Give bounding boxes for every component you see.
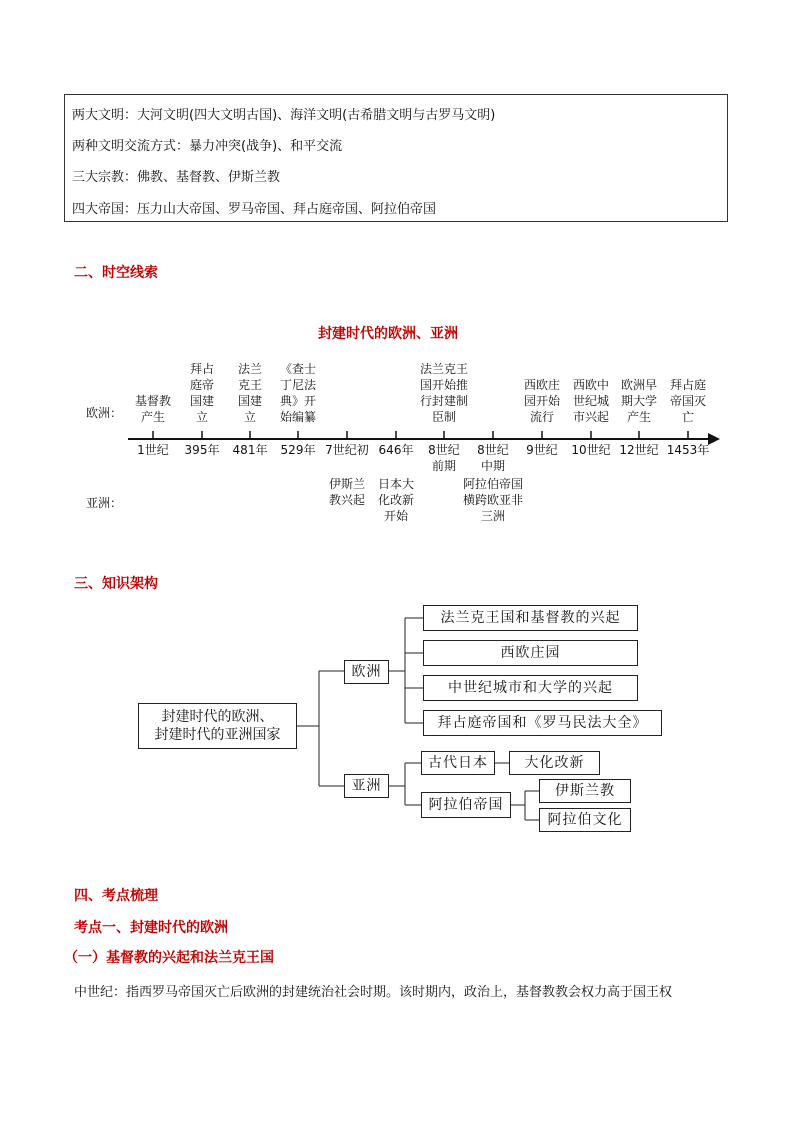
timeline-europe-event: 拜占 庭帝 国建 立 bbox=[189, 362, 214, 424]
framework-japan-item: 大化改新 bbox=[509, 751, 600, 775]
summary-line: 两种文明交流方式：暴力冲突(战争)、和平交流 bbox=[72, 139, 343, 154]
framework-root-label: 封建时代的欧洲、 封建时代的亚洲国家 bbox=[154, 709, 281, 743]
framework-europe-item: 西欧庄园 bbox=[423, 640, 638, 666]
framework-europe-node: 欧洲 bbox=[344, 660, 389, 684]
timeline-europe-event: 法兰克王 国开始推 行封建制 臣制 bbox=[419, 362, 468, 424]
summary-line: 三大宗教：佛教、基督教、伊斯兰教 bbox=[72, 170, 281, 185]
framework-root-node bbox=[138, 703, 297, 749]
framework-arab-item: 伊斯兰教 bbox=[539, 779, 631, 803]
timeline-date-label: 395年 bbox=[184, 443, 220, 457]
timeline-asia-event: 阿拉伯帝国 横跨欧亚非 三洲 bbox=[462, 477, 523, 523]
timeline-europe-event: 《查士 丁尼法 典》开 始编纂 bbox=[279, 362, 316, 424]
framework-arab-item: 阿拉伯文化 bbox=[539, 808, 631, 832]
timeline-europe-event: 拜占庭 帝国灭 亡 bbox=[669, 378, 706, 424]
summary-line: 两大文明：大河文明(四大文明古国)、海洋文明(古希腊文明与古罗马文明) bbox=[72, 108, 496, 123]
framework-europe-item: 法兰克王国和基督教的兴起 bbox=[423, 605, 638, 631]
timeline-heading: 二、时空线索 bbox=[74, 265, 158, 281]
europe-row-label: 欧洲： bbox=[86, 406, 123, 420]
timeline-date-label: 12世纪 bbox=[619, 443, 659, 457]
timeline-date-label: 8世纪 前期 bbox=[428, 443, 460, 473]
timeline-europe-event: 西欧庄 园开始 流行 bbox=[523, 378, 560, 424]
timeline-asia-event: 日本大 化改新 开始 bbox=[377, 477, 414, 523]
timeline-date-label: 10世纪 bbox=[571, 443, 611, 457]
knowledge-heading: 三、知识架构 bbox=[74, 576, 158, 592]
exam-heading: 四、考点梳理 bbox=[74, 888, 158, 904]
timeline-date-label: 7世纪初 bbox=[325, 443, 369, 457]
timeline-date-label: 1453年 bbox=[666, 443, 710, 457]
timeline-date-label: 8世纪 中期 bbox=[477, 443, 509, 473]
asia-row-label: 亚洲： bbox=[86, 496, 123, 510]
framework-europe-item: 中世纪城市和大学的兴起 bbox=[423, 675, 638, 701]
framework-japan-node: 古代日本 bbox=[421, 751, 495, 775]
timeline-date-label: 529年 bbox=[280, 443, 316, 457]
timeline-europe-event: 欧洲早 期大学 产生 bbox=[620, 378, 657, 424]
timeline-title: 封建时代的欧洲、亚洲 bbox=[318, 326, 458, 342]
body-paragraph: 中世纪：指西罗马帝国灭亡后欧洲的封建统治社会时期。该时期内，政治上，基督教教会权力高于国王权 bbox=[74, 985, 673, 1000]
framework-europe-item: 拜占庭帝国和《罗马民法大全》 bbox=[423, 710, 662, 736]
timeline-europe-event: 基督教 产生 bbox=[134, 394, 171, 424]
timeline-asia-event: 伊斯兰 教兴起 bbox=[328, 477, 365, 507]
timeline-date-label: 481年 bbox=[232, 443, 268, 457]
timeline-europe-event: 西欧中 世纪城 市兴起 bbox=[572, 378, 609, 424]
timeline-date-label: 9世纪 bbox=[526, 443, 558, 457]
framework-arab-node: 阿拉伯帝国 bbox=[421, 792, 511, 818]
timeline-europe-event: 法兰 克王 国建 立 bbox=[237, 362, 262, 424]
summary-line: 四大帝国：压力山大帝国、罗马帝国、拜占庭帝国、阿拉伯帝国 bbox=[72, 202, 437, 217]
timeline-date-label: 1世纪 bbox=[137, 443, 169, 457]
subsection-heading: （一）基督教的兴起和法兰克王国 bbox=[64, 950, 274, 966]
exam-point-heading: 考点一、封建时代的欧洲 bbox=[74, 920, 228, 936]
framework-asia-node: 亚洲 bbox=[344, 774, 389, 798]
timeline-date-label: 646年 bbox=[378, 443, 414, 457]
